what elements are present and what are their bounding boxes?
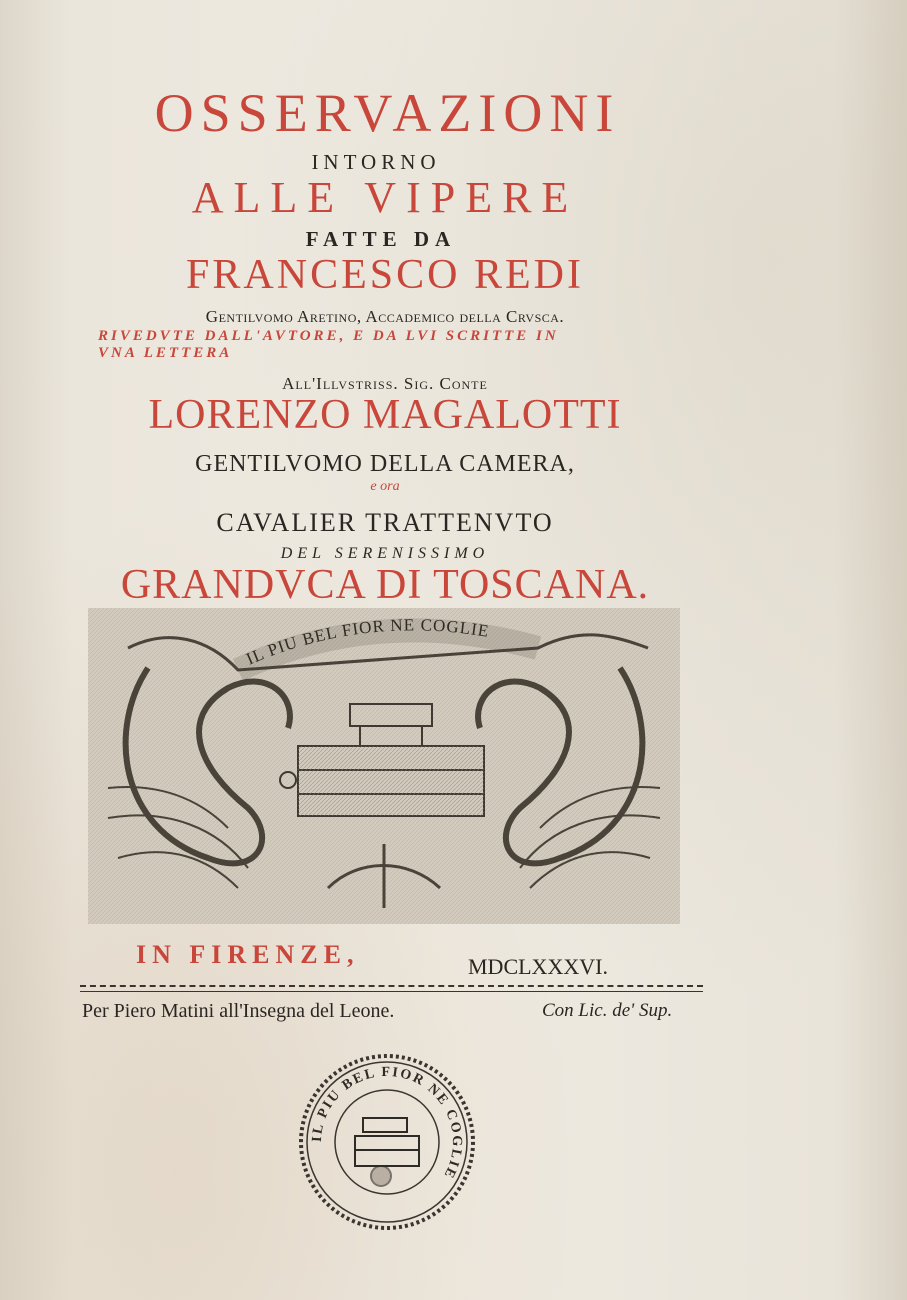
imprint-rule-dashed	[80, 985, 703, 987]
imprint-printer: Per Piero Matini all'Insegna del Leone.	[82, 1000, 395, 1022]
library-stamp	[297, 1052, 477, 1232]
imprint-rule-solid	[80, 991, 703, 992]
imprint-year: MDCLXXXVI.	[468, 954, 608, 979]
imprint-license: Con Lic. de' Sup.	[542, 1000, 673, 1021]
dedicatee-title: GENTILVOMO DELLA CAMERA,	[195, 451, 575, 477]
title-line-osservazioni: OSSERVAZIONI	[154, 83, 621, 143]
title-line-alle-vipere: ALLE VIPERE	[191, 173, 579, 222]
engraving-illustration	[88, 608, 680, 924]
revision-note-line1: RIVEDVTE DALL'AVTORE, E DA LVI SCRITTE IN	[98, 328, 559, 344]
printer-device-engraving	[88, 608, 680, 924]
dedicatee-title-2: CAVALIER TRATTENVTO	[216, 508, 554, 537]
author-description: Gentilvomo Aretino, Accademico della Crvsca.	[205, 307, 565, 326]
imprint-place: IN FIRENZE,	[136, 940, 360, 969]
conjunction-line: e ora	[370, 479, 400, 494]
stamp-text: IL PIU BEL FIOR NE COGLIE	[309, 1064, 465, 1182]
dedication-line: All'Illvstriss. Sig. Conte	[282, 374, 488, 393]
revision-note-line2: VNA LETTERA	[98, 345, 233, 361]
granduca-line: GRANDVCA DI TOSCANA.	[120, 562, 650, 608]
author-name: FRANCESCO REDI	[186, 252, 584, 298]
title-line-fatte-da: FATTE DA	[305, 227, 457, 251]
engraving-motto: IL PIU BEL FIOR NE COGLIE	[243, 615, 491, 669]
stamp-seal-icon	[297, 1052, 477, 1232]
title-line-intorno: INTORNO	[311, 150, 441, 174]
serenissimo-line: DEL SERENISSIMO	[280, 545, 490, 562]
dedicatee-name: LORENZO MAGALOTTI	[148, 392, 622, 438]
